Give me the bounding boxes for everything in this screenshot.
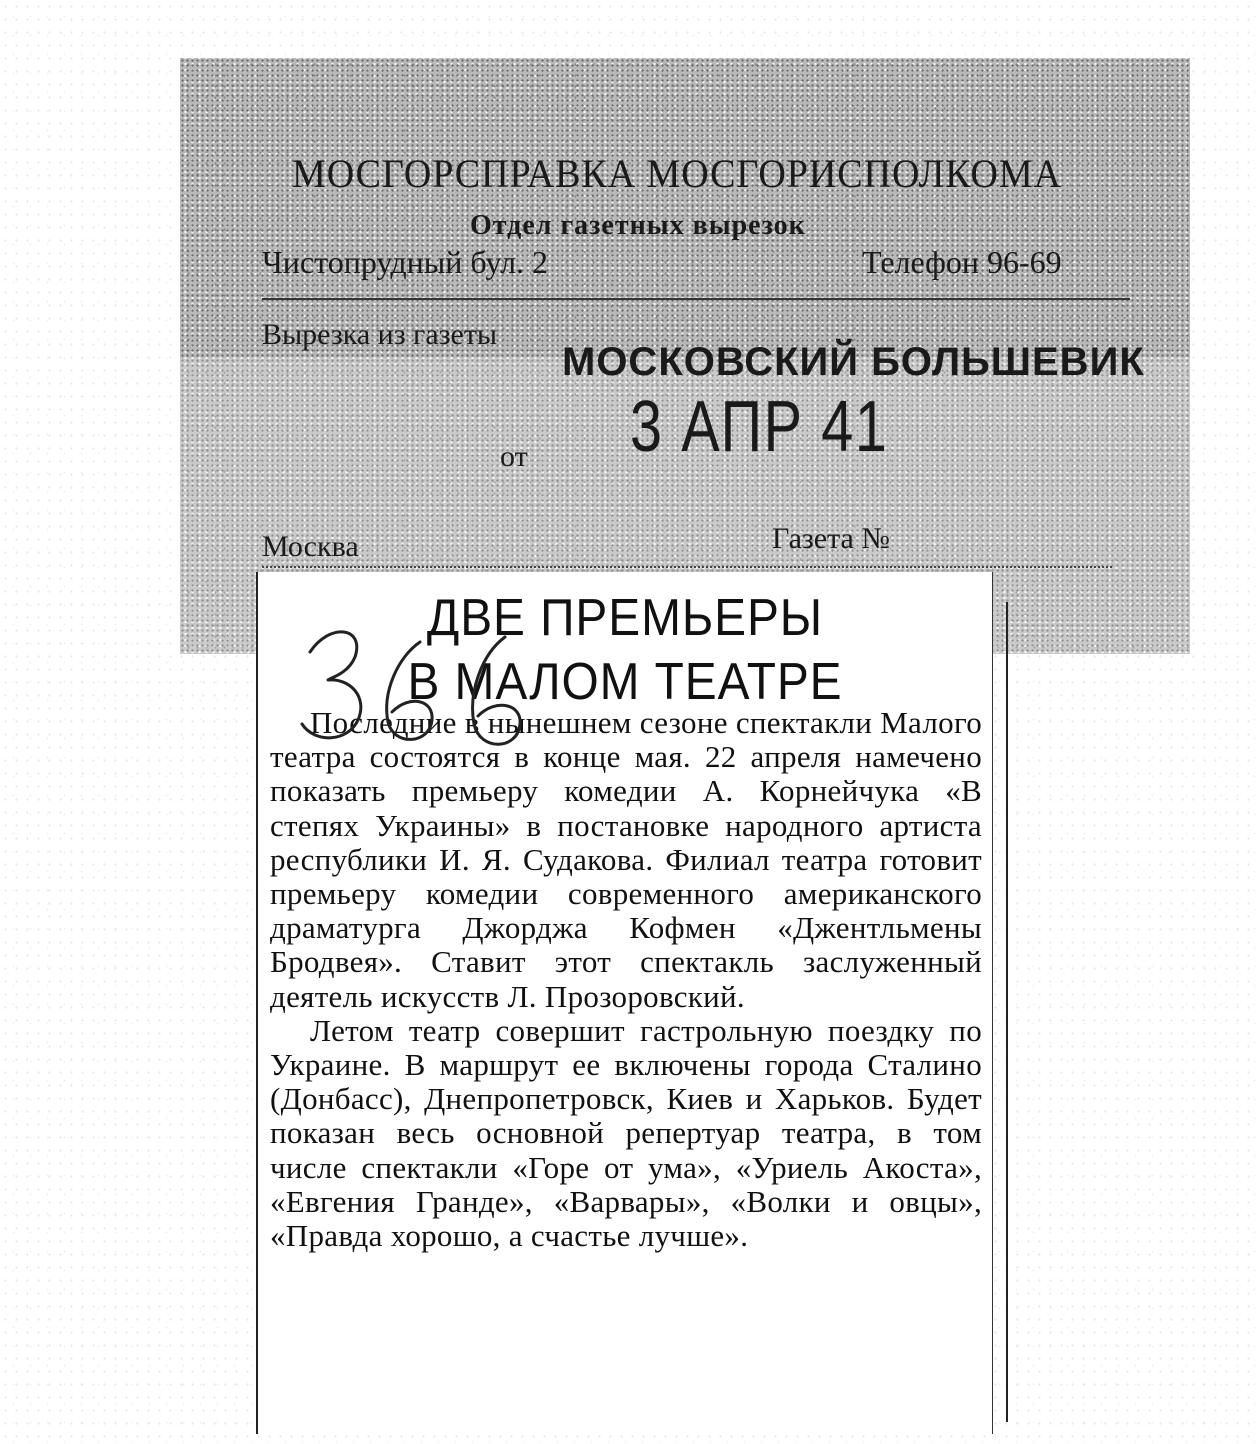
article-paragraph-1: Последние в нынешнем сезоне спектакли Малого театра состоятся в конце мая. 22 апреля намечено показать премьеру комедии А. Корнейчука «В степях Украины» в постановке народного артиста республики И. Я. Судакова. Филиал театра готовит премьеру комедии современного американского драматурга Джорджа Кофмен «Джентльмены Бродвея». Ставит этот спектакль заслуженный деятель искусств Л. Прозоровский. bbox=[270, 705, 982, 1014]
cut-from-label: Вырезка из газеты bbox=[262, 318, 498, 351]
from-label: от bbox=[500, 440, 528, 473]
address: Чистопрудный бул. 2 bbox=[262, 244, 549, 280]
city-label: Москва bbox=[262, 530, 359, 563]
pencil-handwritten-number bbox=[290, 612, 550, 782]
headline-line-2: В МАЛОМ ТЕАТРЕ bbox=[407, 653, 843, 711]
newspaper-name: МОСКОВСКИЙ БОЛЬШЕВИК bbox=[562, 340, 1145, 384]
department-name: Отдел газетных вырезок bbox=[470, 210, 806, 241]
organization-name: МОСГОРСПРАВКА МОСГОРИСПОЛКОМА bbox=[292, 151, 1063, 196]
phone: Телефон 96-69 bbox=[862, 244, 1062, 280]
dotted-fill-line bbox=[262, 566, 1112, 568]
article-body bbox=[270, 706, 982, 1253]
issue-number-label: Газета № bbox=[772, 522, 890, 555]
date-stamp: 3 АПР 41 bbox=[630, 387, 889, 467]
header-divider bbox=[262, 298, 1130, 300]
article-paragraph-2: Летом театр совершит гастрольную поездку по Украине. В маршрут ее включены города Сталино (Донбасс), Днепропетровск, Киев и Харьков. Будет показан весь основной репертуар театра, в том числе спектакли «Горе от ума», «Уриель Акоста», «Евгения Гранде», «Варвары», «Волки и овцы», «Правда хорошо, а счастье лучше». bbox=[270, 1012, 982, 1254]
headline-line-1: ДВЕ ПРЕМЬЕРЫ bbox=[426, 589, 824, 647]
